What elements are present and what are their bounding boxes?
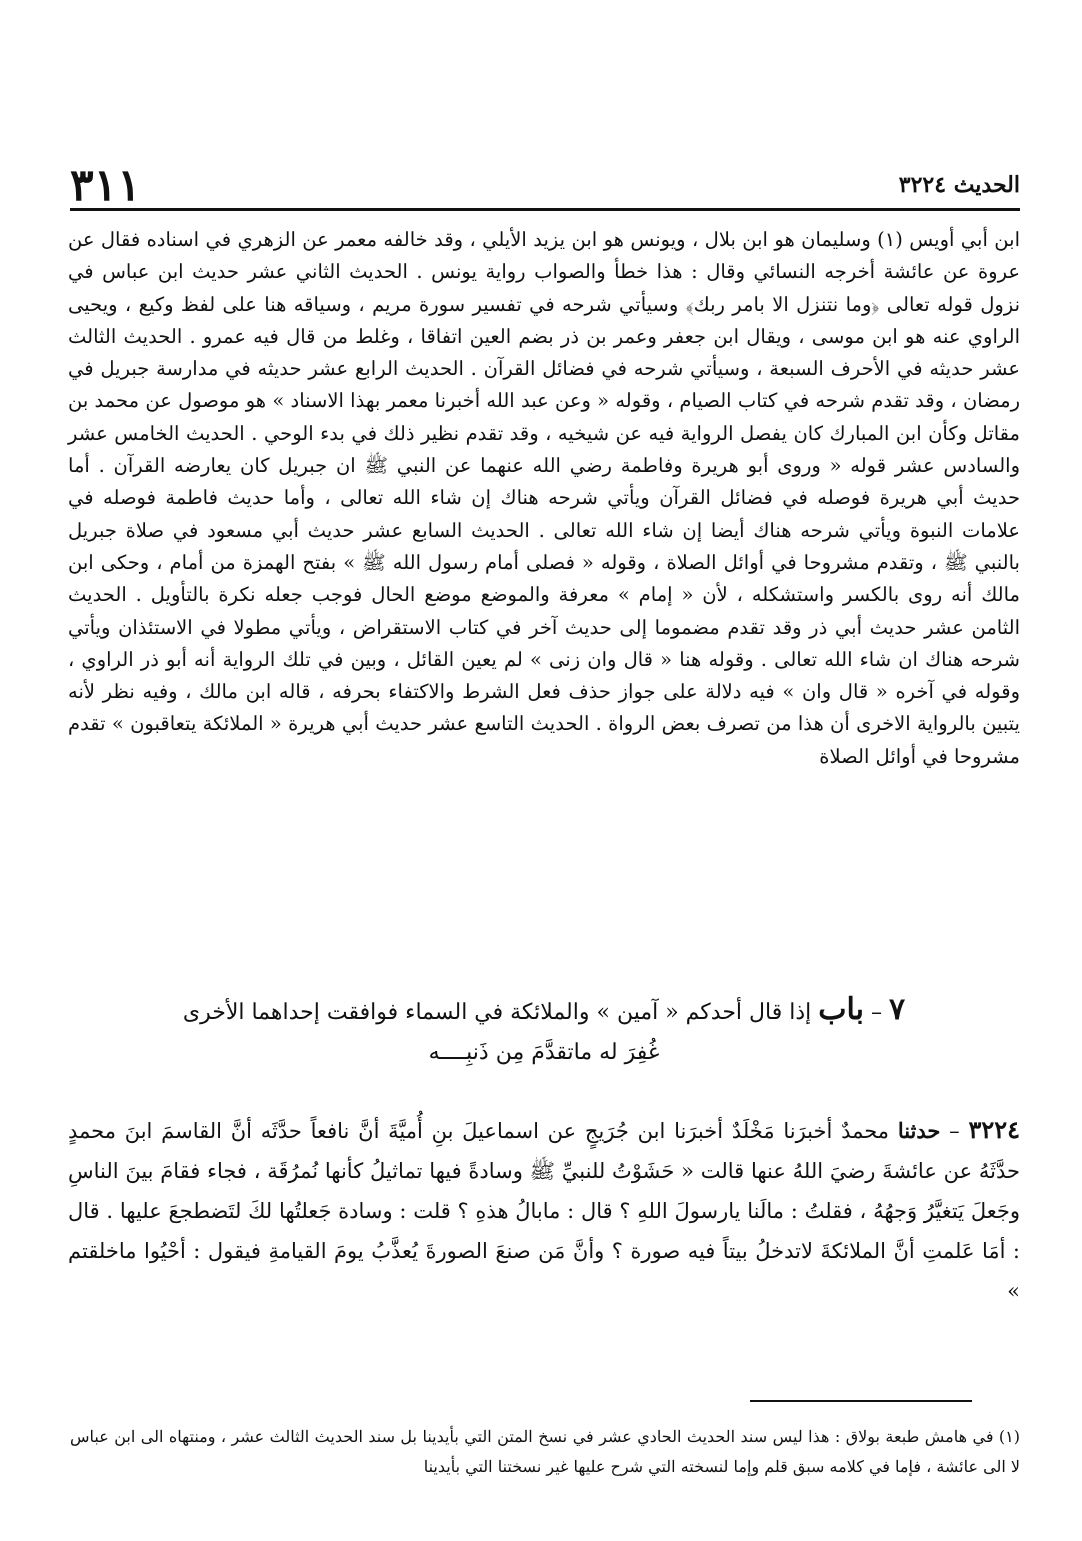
footnote-rule bbox=[750, 1400, 972, 1402]
footnote: (١) في هامش طبعة بولاق : هذا ليس سند الحديث الحادي عشر في نسخ المتن التي بأيدينا بل سند الحديث الثالث عشر ، ومنتهاه الى ابن عباس لا الى عائشة ، فإما في كلامه سبق قلم وإما لنسخته التي شرح عليها غير نسختنا التي بأيدينا bbox=[70, 1427, 1020, 1476]
page-number: ٣١١ bbox=[70, 160, 141, 211]
chapter-title-line-1: إذا قال أحدكم « آمين » والملائكة في السماء فوافقت إحداهما الأخرى bbox=[182, 1000, 812, 1025]
hadith-number: ٣٢٢٤ bbox=[968, 1115, 1020, 1144]
hadith-keyword: حدثنا bbox=[897, 1118, 941, 1143]
commentary-text: ابن أبي أويس (١) وسليمان هو ابن بلال ، ويونس هو ابن يزيد الأيلي ، وقد خالفه معمر عن الزهري في اسناده فقال عن عروة عن عائشة أخرجه النسائي وقال : هذا خطأ والصواب رواية يونس . الحديث الثاني عشر حديث ابن عباس في نزول قوله تعالى ﴿وما نتنزل الا بامر ربك﴾ وسيأتي شرحه في تفسير سورة مريم ، وسياقه هنا على لفظ وكيع ، ويحيى الراوي عنه هو ابن موسى ، ويقال ابن جعفر وعمر بن ذر بضم العين اتفاقا ، وغلط من قال فيه عمرو . الحديث الثالث عشر حديثه في الأحرف السبعة ، وسيأتي شرحه في فضائل القرآن . الحديث الرابع عشر حديثه في مدارسة جبريل في رمضان ، وقد تقدم شرحه في كتاب الصيام ، وقوله « وعن عبد الله أخبرنا معمر بهذا الاسناد » هو موصول عن محمد بن مقاتل وكأن ابن المبارك كان يفصل الرواية فيه عن شيخيه ، وقد تقدم نظير ذلك في بدء الوحي . الحديث الخامس عشر والسادس عشر قوله « وروى أبو هريرة وفاطمة رضي الله عنهما عن النبي ﷺ ان جبريل كان يعارضه القرآن . أما حديث أبي هريرة فوصله في فضائل القرآن ويأتي شرحه هناك إن شاء الله تعالى ، وأما حديث فاطمة فوصله في علامات النبوة ويأتي شرحه هناك أيضا إن شاء الله تعالى . الحديث السابع عشر حديث أبي مسعود في صلاة جبريل بالنبي ﷺ ، وتقدم مشروحا في أوائل الصلاة ، وقوله « فصلى أمام رسول الله ﷺ » بفتح الهمزة من أمام ، وحكى ابن مالك أنه روى بالكسر واستشكله ، لأن « إمام » معرفة والموضع موضع الحال فوجب جعله نكرة بالتأويل . الحديث الثامن عشر حديث أبي ذر وقد تقدم مضموما إلى حديث آخر في كتاب الاستقراض ، ويأتي مطولا في الاستئذان ويأتي شرحه هناك ان شاء الله تعالى . وقوله هنا « قال وان زنى » لم يعين القائل ، وبين في تلك الرواية أنه أبو ذر الراوي ، وقوله في آخره « قال وان » فيه دلالة على جواز حذف فعل الشرط والاكتفاء بحرفه ، قاله ابن مالك ، وفيه نظر لأنه يتبين بالرواية الاخرى أن هذا من تصرف بعض الرواة . الحديث التاسع عشر حديث أبي هريرة « الملائكة يتعاقبون » تقدم مشروحا في أوائل الصلاة bbox=[68, 228, 1020, 768]
chapter-heading bbox=[68, 990, 1020, 1073]
header-rule bbox=[70, 208, 1020, 211]
page-header bbox=[70, 160, 1020, 211]
chapter-number: ٧ bbox=[889, 992, 906, 1027]
chapter-title-line-2: غُفِرَ له ماتقدَّمَ مِن ذَنبِــــه bbox=[428, 1040, 660, 1065]
chapter-dash: – bbox=[871, 1000, 882, 1025]
commentary-block bbox=[68, 224, 1020, 773]
chapter-keyword: باب bbox=[818, 992, 864, 1027]
running-head: الحديث ٣٢٢٤ bbox=[898, 172, 1020, 198]
hadith-text: محمدٌ أخبرَنا مَخْلَدٌ أخبرَنا ابن جُرَيجٍ عن اسماعيلَ بنِ أُميَّةَ أنَّ نافعاً حدَّثَه أنَّ القاسمَ ابنَ محمدٍ حدَّثَهُ عن عائشةَ رضيَ اللهُ عنها قالت « حَشَوْتُ للنبيِّ ﷺ وسادةً فيها تماثيلُ كأنها نُمرُقَة ، فجاء فقامَ بينَ الناسِ وجَعلَ يَتغيَّرُ وَجهُهُ ، فقلتُ : مالَنا يارسولَ اللهِ ؟ قال : مابالُ هذهِ ؟ قلت : وسادة جَعلتُها لكَ لتَضطجعَ عليها . قال : أمَا عَلمتِ أنَّ الملائكةَ لاتدخلُ بيتاً فيه صورة ؟ وأنَّ مَن صنعَ الصورةَ يُعذَّبُ يومَ القيامةِ فيقول : أحْيُوا ماخلقتم » bbox=[68, 1119, 1020, 1303]
chapter-heading-line-1 bbox=[68, 990, 1020, 1033]
hadith-dash: – bbox=[949, 1119, 960, 1143]
hadith-block bbox=[68, 1110, 1020, 1311]
